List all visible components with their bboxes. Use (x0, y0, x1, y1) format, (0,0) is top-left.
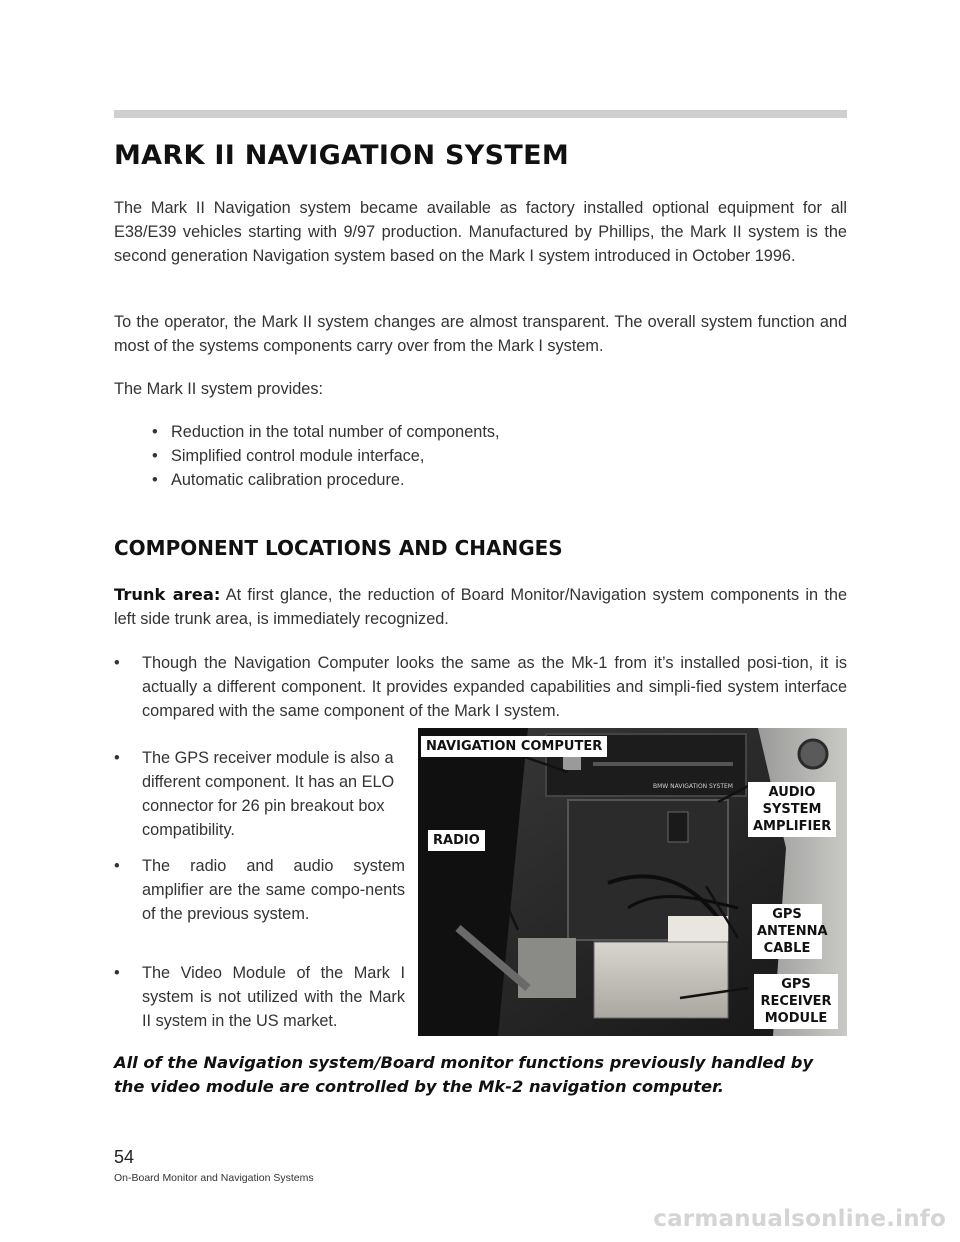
callout-navigation-computer: NAVIGATION COMPUTER (421, 736, 607, 757)
trunk-photo (418, 728, 847, 1036)
page-number: 54 (114, 1147, 135, 1167)
provides-lead: The Mark II system provides: (114, 380, 324, 398)
trunk-text: At first glance, the reduction of Board Monitor/Navigation system components in the left side trunk area, is immediately recognized. (114, 586, 847, 628)
bullet-icon: • (114, 654, 120, 672)
callout-audio-amplifier: AUDIO SYSTEM AMPLIFIER (748, 782, 836, 837)
list-item: • Though the Navigation Computer looks the same as the Mk-1 from it’s installed posi-tion, it is actually a different component. It provides expanded capabilities and simpli-fied system interface compared with the same component of the Mark I system. (114, 651, 847, 723)
header-rule (114, 110, 847, 118)
list-item: • The Video Module of the Mark I system is not utilized with the Mark II system in the US market. (114, 961, 405, 1033)
callout-gps-receiver: GPS RECEIVER MODULE (754, 974, 838, 1029)
provides-item: • Automatic calibration procedure. (152, 468, 500, 492)
provides-item: • Simplified control module interface, (152, 444, 500, 468)
page-title: MARK II NAVIGATION SYSTEM (114, 140, 570, 171)
watermark: carmanualsonline.info (653, 1206, 946, 1232)
trunk-label: Trunk area: (114, 585, 221, 604)
list-item: • The radio and audio system amplifier are the same compo-nents of the previous system. (114, 854, 405, 926)
footer-title: On-Board Monitor and Navigation Systems (114, 1172, 314, 1184)
bullet-icon: • (114, 749, 120, 767)
provides-list (152, 420, 500, 492)
section-heading: COMPONENT LOCATIONS AND CHANGES (114, 536, 563, 560)
unit-brand-text: BMW NAVIGATION SYSTEM (653, 783, 733, 790)
bullet-icon: • (114, 857, 120, 875)
callout-radio: RADIO (428, 830, 485, 851)
list-item: • The GPS receiver module is also a different component. It has an ELO connector for 26 pin breakout box compatibility. (114, 746, 405, 842)
trunk-paragraph (114, 583, 847, 631)
operator-paragraph: To the operator, the Mark II system changes are almost transparent. The overall system function and most of the systems components carry over from the Mark I system. (114, 313, 847, 355)
closing-statement: All of the Navigation system/Board monitor functions previously handled by the video module are controlled by the Mk-2 navigation computer. (114, 1053, 814, 1096)
intro-paragraph: The Mark II Navigation system became available as factory installed optional equipment for all E38/E39 vehicles starting with 9/97 production. Manufactured by Phillips, the Mark II system is the second generation Navigation system based on the Mark I system introduced in October 1996. (114, 199, 847, 265)
provides-item: • Reduction in the total number of components, (152, 420, 500, 444)
callout-gps-antenna: GPS ANTENNA CABLE (752, 904, 822, 959)
bullet-icon: • (114, 964, 120, 982)
